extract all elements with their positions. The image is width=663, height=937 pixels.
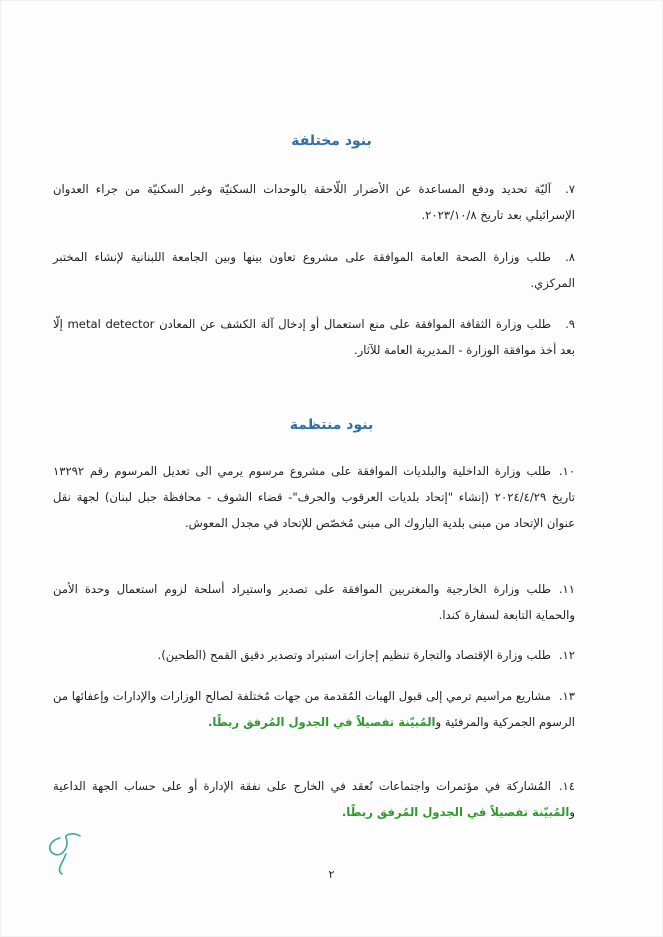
item-number: ٨. [565,250,575,264]
list-item-9 [53,311,575,363]
item-number: ١١. [558,582,575,596]
item-number: ١٢. [558,648,575,662]
list-item-14 [53,773,575,825]
list-item-8 [53,244,575,296]
list-item-10 [53,458,575,536]
item-text-continued: إلّا بعد أخذ موافقة الوزارة - المديرية العامة للآثار. [53,317,575,357]
item-text: طلب وزارة الداخلية والبلديات الموافقة على مشروع مرسوم يرمي الى تعديل المرسوم رقم ١٣٢٩٢ تاريخ ٢٠٢٤/٤/٢٩ (إنشاء "إتحاد بلديات العرقوب والحرف"- قضاء الشوف - محافظة جبل لبنان) لجهة نقل عنوان الإتحاد من مبنى بلدية الباروك الى مبنى مُخصّص للإتحاد في مجدل المعوش. [53,464,575,530]
list-item-7 [53,176,575,228]
list-item-12 [53,642,575,668]
item-latin-term: metal detector [67,317,155,331]
item-number: ٧. [565,182,575,196]
list-item-13 [53,683,575,735]
item-text: آليّة تحديد ودفع المساعدة عن الأضرار اللّاحقة بالوحدات السكنيّة وغير السكنيّة من جراء العدوان الإسرائيلي بعد تاريخ ٢٠٢٣/١٠/٨. [53,182,575,222]
item-text: مشاريع مراسيم ترمي إلى قبول الهبات المُقدمة من جهات مُختلفة لصالح الوزارات والإدارات وإعفائها من الرسوم الجمركية والمرفئية و [53,689,575,729]
item-number: ١٤. [558,779,575,793]
item-text: طلب وزارة الإقتصاد والتجارة تنظيم إجازات استيراد وتصدير دقيق القمح (الطحين). [157,648,551,662]
section-heading-misc: بنود مختلفة [291,133,372,149]
item-text: طلب وزارة الصحة العامة الموافقة على مشروع تعاون بينها وبين الجامعة اللبنانية لإنشاء المختبر المركزي. [53,250,575,290]
item-text-highlighted: المُبيّنة تفصيلاً في الجدول المُرفق ربطًا. [341,805,570,819]
item-text: المُشاركة في مؤتمرات واجتماعات تُعقد في الخارج على نفقة الإدارة أو على حساب الجهة الداعية و [53,779,575,819]
section-heading-regular: بنود منتظمة [289,417,374,433]
item-text: طلب وزارة الخارجية والمغتربين الموافقة على تصدير واستيراد أسلحة لزوم استعمال وحدة الأمن والحماية التابعة لسفارة كندا. [53,582,575,622]
item-number: ١٣. [558,689,575,703]
item-number: ١٠. [558,464,575,478]
item-text-highlighted: المُبيّنة تفصيلاً في الجدول المُرفق ربطًا. [207,715,436,729]
page-number: ٢ [328,868,335,881]
item-number: ٩. [565,317,576,331]
item-text: طلب وزارة الثقافة الموافقة على منع استعمال أو إدخال آلة الكشف عن المعادن [159,317,552,331]
list-item-11 [53,576,575,628]
